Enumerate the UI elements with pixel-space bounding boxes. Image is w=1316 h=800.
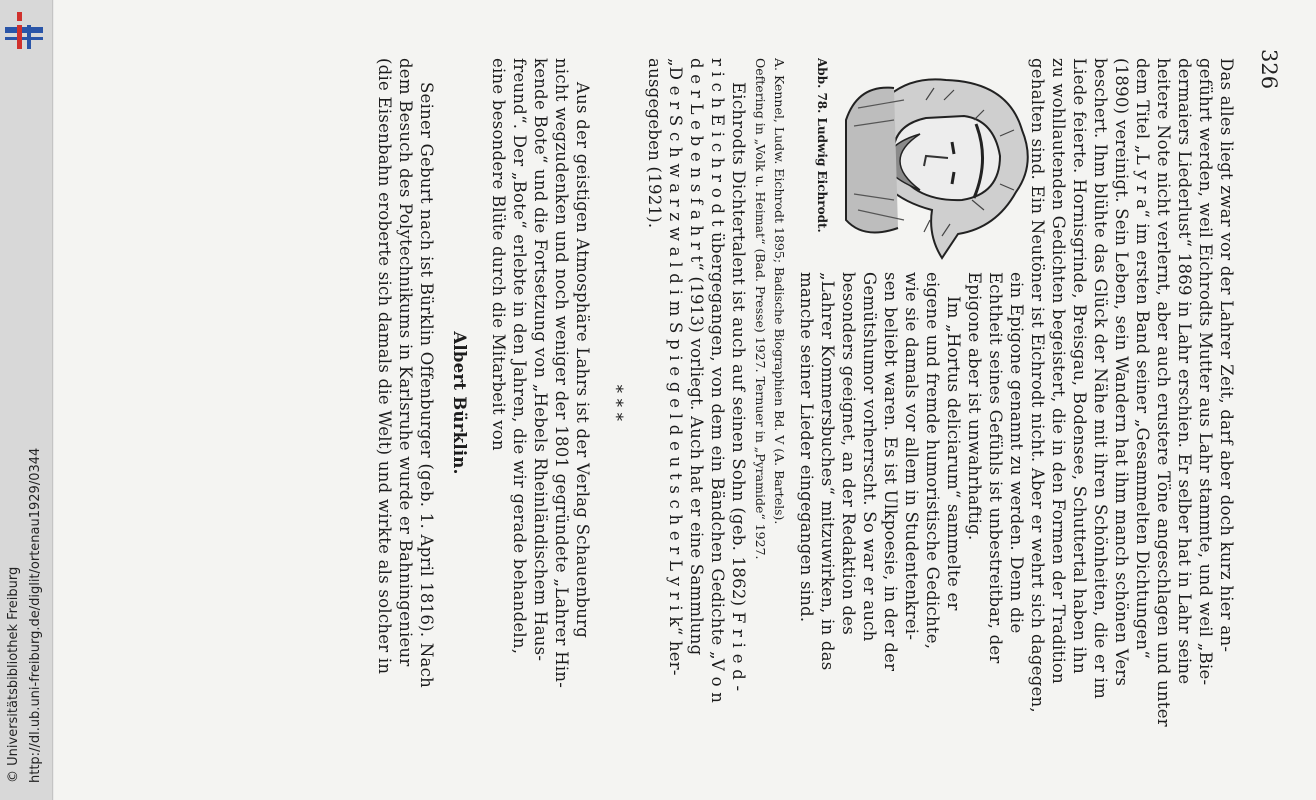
text-line: nicht wegzudenken und noch weniger der 1801 gegründete „Lahrer Hin- xyxy=(552,58,571,689)
footnote-line: A. Kennel, Ludw. Eichrodt 1895; Badische Biographien Bd. V (A. Bartels). xyxy=(772,58,787,525)
text-line: Eichrodts Dichtertalent ist auch auf seinen Sohn (geb. 1862) F r i e d - xyxy=(729,82,748,692)
ub-freiburg-logo-icon[interactable] xyxy=(3,8,45,52)
text-line: ausgegeben (1921). xyxy=(645,58,664,229)
copyright-notice: © Universitätsbibliothek Freiburg xyxy=(6,566,21,783)
text-line: manche seiner Lieder eingegangen sind. xyxy=(797,272,816,623)
text-line: zu wohllautenden Gedichten begeistert, die in den Formen der Tradition xyxy=(1049,58,1068,685)
footnote-line: Oeftering in „Volk u. Heimat“ (Bad. Presse) 1927. Ternuer in „Pyramide“ 1927. xyxy=(753,58,768,560)
page-content xyxy=(54,0,1316,800)
text-line: beschert. Ihm blühte das Glück der Nähe mit ihren Schönheiten, die er im xyxy=(1091,58,1110,700)
text-line: dem Titel „L y r a“ im ersten Band seiner „Gesammelten Dichtungen“ xyxy=(1133,58,1152,659)
text-line: wie sie damals vor allem in Studentenkrei- xyxy=(902,272,921,641)
page-number: 326 xyxy=(1257,49,1281,90)
text-line: kende Bote“ und die Fortsetzung von „Hebels Rheinländischem Haus- xyxy=(531,58,550,662)
source-url[interactable]: http://dl.ub.uni-freiburg.de/diglit/ortenau1929/0344 xyxy=(28,447,43,783)
text-line: dem Besuch des Polytechnikums in Karlsruhe wurde er Bahningenieur xyxy=(396,58,415,667)
text-line: gehalten sind. Ein Neutöner ist Eichrodt nicht. Aber er wehrt sich dagegen, xyxy=(1028,58,1047,713)
text-line: sen beliebt waren. Es ist Ulkpoesie, in der der xyxy=(881,272,900,672)
text-line: „Lahrer Kommersbuches“ mitzuwirken, in das xyxy=(818,272,837,671)
text-line: Aus der geistigen Atmosphäre Lahrs ist der Verlag Schauenburg xyxy=(573,82,592,639)
text-line: geführt werden, weil Eichrodts Mutter aus Lahr stammte, und weil „Bie- xyxy=(1196,58,1215,686)
text-line: besonders geeignet, an der Redaktion des xyxy=(839,272,858,635)
section-divider: * * * xyxy=(607,384,626,422)
text-line: freund“. Der „Bote“ erlebte in den Jahren, die wir gerade behandeln, xyxy=(510,58,529,655)
text-line: (1890) vereinigt. Sein Leben, sein Wandern hat ihm manch schönen Vers xyxy=(1112,58,1131,687)
text-line: r i c h E i c h r o d t übergegangen, von dem ein Bändchen Gedichte „V o n xyxy=(708,58,727,704)
portrait-illustration xyxy=(844,60,1054,270)
text-line: eine besondere Blüte durch die Mitarbeit von xyxy=(489,58,508,451)
figure-caption: Abb. 78. Ludwig Eichrodt. xyxy=(815,58,829,233)
scanned-page xyxy=(54,0,1316,800)
text-line: Epigone aber ist unwahrhaftig. xyxy=(965,272,984,541)
text-line: (die Eisenbahn eroberte sich damals die Welt) und wirkte als solcher in xyxy=(375,58,394,675)
viewer-sidebar xyxy=(0,0,53,800)
text-line: d e r L e b e n s f a h r t“ (1913) vorliegt. Auch hat er eine Sammlung xyxy=(687,58,706,656)
text-line: Liede feierte. Hornisgrinde, Breisgau, Bodensee, Schuttertal haben ihn xyxy=(1070,58,1089,674)
text-line: dermaiers Liederlust“ 1869 in Lahr erschien. Er selber hat in Lahr seine xyxy=(1175,58,1194,685)
text-line: Das alles liegt zwar vor der Lahrer Zeit, darf aber doch kurz hier an- xyxy=(1217,58,1236,653)
text-line: Echtheit seines Gefühls ist unbestreitbar, der xyxy=(986,272,1005,664)
text-line: „D e r S c h w a r z w a l d i m S p i e g e l d e u t s c h e r L y r i k“ her- xyxy=(666,58,685,676)
text-line: heitere Note nicht verlernt, aber auch erustere Töne angeschlagen und unter xyxy=(1154,58,1173,727)
text-line: Im „Hortus deliciarum“ sammelte er xyxy=(944,296,963,611)
text-line: eigene und fremde humoristische Gedichte, xyxy=(923,272,942,650)
text-line: Gemütshumor vorherrscht. So war er auch xyxy=(860,272,879,642)
section-heading: Albert Bürklin. xyxy=(450,331,469,475)
text-line: ein Epigone genannt zu werden. Denn die xyxy=(1007,272,1026,634)
text-line: Seiner Geburt nach ist Bürklin Offenburger (geb. 1. April 1816). Nach xyxy=(417,82,436,688)
